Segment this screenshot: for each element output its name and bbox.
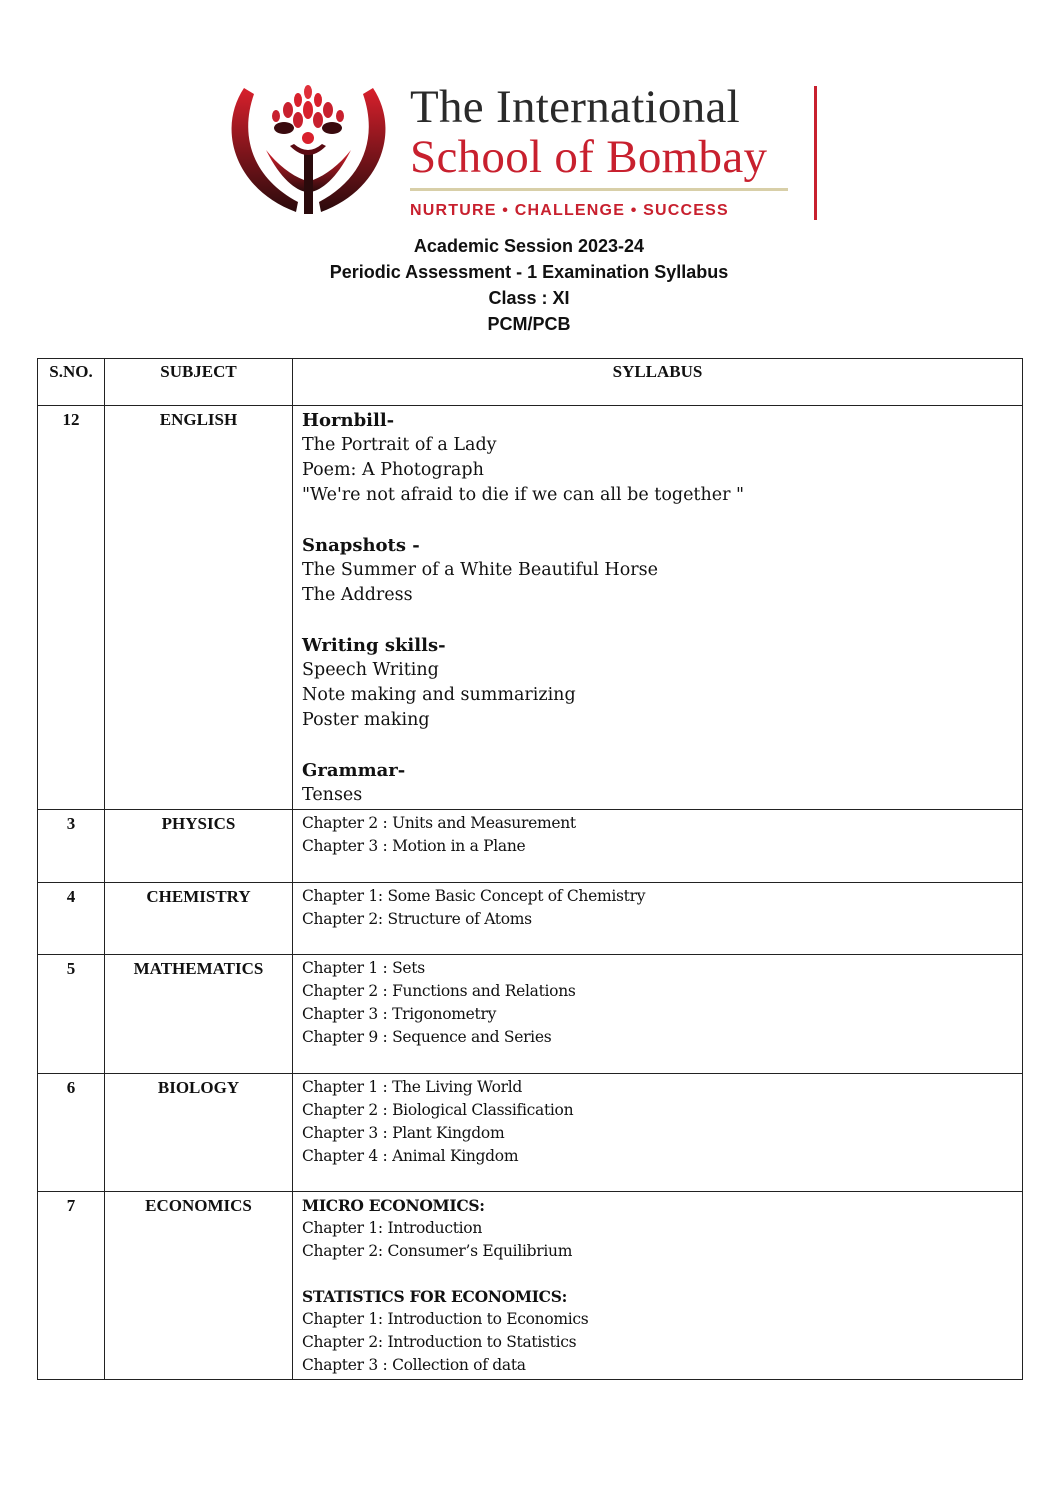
logo-name-line2: School of Bombay	[410, 131, 768, 183]
stream-heading: PCM/PCB	[487, 314, 571, 334]
syllabus-item: Tenses	[302, 785, 363, 805]
syllabus-table	[37, 358, 1023, 1380]
column-header-subject: SUBJECT	[105, 359, 293, 406]
logo-divider	[410, 188, 788, 191]
table-header-row	[38, 359, 1023, 406]
syllabus-item: Chapter 3 : Collection of data	[302, 1356, 526, 1374]
syllabus-item: Poster making	[302, 710, 430, 730]
subject-cell: ENGLISH	[105, 406, 293, 810]
table-row-mathematics	[38, 955, 1023, 1074]
syllabus-item: Chapter 2: Structure of Atoms	[302, 910, 532, 928]
syllabus-item: Chapter 2 : Biological Classification	[302, 1101, 574, 1119]
table-row-physics	[38, 810, 1023, 883]
school-emblem-icon	[226, 80, 391, 220]
syllabus-item: Chapter 1: Introduction	[302, 1219, 483, 1237]
syllabus-item: Chapter 2: Consumer’s Equilibrium	[302, 1242, 573, 1260]
subject-cell: CHEMISTRY	[105, 883, 293, 955]
syllabus-item: Chapter 3 : Plant Kingdom	[302, 1124, 505, 1142]
syllabus-item: Chapter 9 : Sequence and Series	[302, 1028, 552, 1046]
section-title: STATISTICS FOR ECONOMICS:	[302, 1287, 568, 1306]
syllabus-item: The Summer of a White Beautiful Horse	[302, 560, 658, 580]
syllabus-item: Chapter 2 : Functions and Relations	[302, 982, 576, 1000]
syllabus-cell	[293, 810, 1023, 883]
syllabus-item: Chapter 2 : Units and Measurement	[302, 814, 576, 832]
syllabus-cell	[293, 883, 1023, 955]
school-logo	[226, 80, 826, 225]
syllabus-item: Note making and summarizing	[302, 685, 576, 705]
section-title: Hornbill-	[302, 410, 395, 431]
sno-cell: 5	[38, 955, 105, 1074]
syllabus-item: Chapter 1: Introduction to Economics	[302, 1310, 589, 1328]
syllabus-cell	[293, 955, 1023, 1074]
sno-cell: 6	[38, 1074, 105, 1192]
logo-vertical-bar	[814, 86, 817, 220]
logo-tagline: NURTURE • CHALLENGE • SUCCESS	[410, 202, 729, 219]
subject-cell: MATHEMATICS	[105, 955, 293, 1074]
column-header-sno: S.NO.	[38, 359, 105, 406]
table-row-biology	[38, 1074, 1023, 1192]
section-title: Snapshots -	[302, 535, 420, 556]
syllabus-item: Chapter 1 : The Living World	[302, 1078, 522, 1096]
syllabus-item: The Address	[302, 585, 413, 605]
syllabus-item: Chapter 1 : Sets	[302, 959, 425, 977]
column-header-syllabus: SYLLABUS	[293, 359, 1023, 406]
subject-cell: PHYSICS	[105, 810, 293, 883]
table-row-economics	[38, 1192, 1023, 1380]
syllabus-item: The Portrait of a Lady	[302, 435, 497, 455]
syllabus-item: Speech Writing	[302, 660, 439, 680]
sno-cell: 7	[38, 1192, 105, 1380]
syllabus-cell	[293, 406, 1023, 810]
section-title: Writing skills-	[302, 635, 446, 656]
exam-title-heading: Periodic Assessment - 1 Examination Syllabus	[329, 262, 729, 282]
subject-cell: ECONOMICS	[105, 1192, 293, 1380]
logo-name-line1: The International	[410, 81, 741, 133]
syllabus-item: Chapter 3 : Trigonometry	[302, 1005, 497, 1023]
syllabus-item: "We're not afraid to die if we can all be together "	[302, 485, 745, 505]
table-row-english	[38, 406, 1023, 810]
sno-cell: 3	[38, 810, 105, 883]
sno-cell: 12	[38, 406, 105, 810]
syllabus-cell	[293, 1192, 1023, 1380]
syllabus-item: Chapter 4 : Animal Kingdom	[302, 1147, 519, 1165]
section-title: MICRO ECONOMICS:	[302, 1196, 485, 1215]
sno-cell: 4	[38, 883, 105, 955]
syllabus-item: Poem: A Photograph	[302, 460, 484, 480]
class-heading: Class : XI	[488, 288, 570, 308]
syllabus-item: Chapter 1: Some Basic Concept of Chemistry	[302, 887, 646, 905]
syllabus-item: Chapter 3 : Motion in a Plane	[302, 837, 526, 855]
subject-cell: BIOLOGY	[105, 1074, 293, 1192]
academic-session-heading: Academic Session 2023-24	[413, 236, 645, 256]
section-title: Grammar-	[302, 760, 406, 781]
syllabus-item: Chapter 2: Introduction to Statistics	[302, 1333, 577, 1351]
table-row-chemistry	[38, 883, 1023, 955]
syllabus-cell	[293, 1074, 1023, 1192]
